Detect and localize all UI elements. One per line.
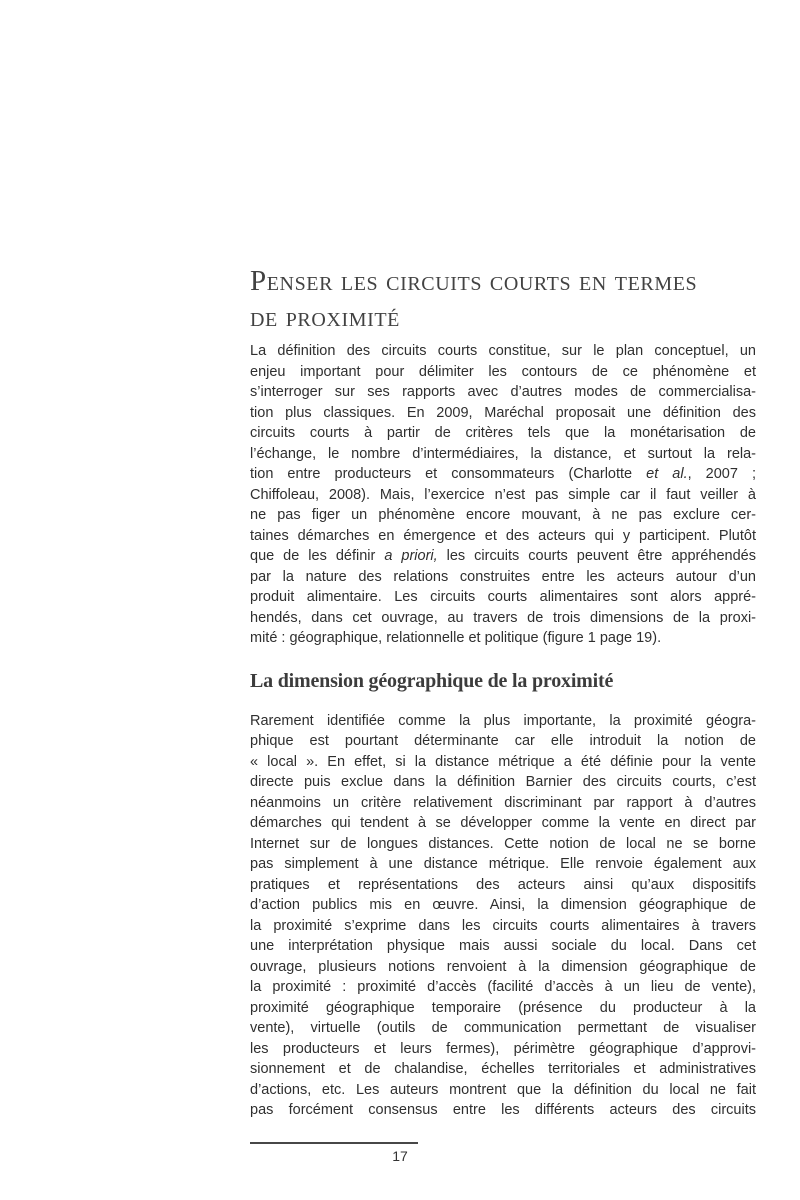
body-text-line: la proximité : proximité d’accès (facilité d’accès à un lieu de vente),: [250, 979, 756, 995]
body-text-line: sionnement et de chalandise, échelles territoriales et administratives: [250, 1061, 756, 1077]
body-text-line: directe puis exclue dans la définition Barnier des circuits courts, c’est: [250, 774, 756, 790]
body-text-line: d’action publics mis en œuvre. Ainsi, la dimension géographique de: [250, 897, 756, 913]
body-text-line: taines démarches en émergence et des acteurs qui y participent. Plutôt: [250, 527, 756, 544]
body-text-line: la proximité s’exprime dans les circuits courts alimentaires à travers: [250, 917, 756, 934]
body-text-line: phique est pourtant déterminante car elle introduit la notion de: [250, 733, 756, 749]
body-text-line: proximité géographique temporaire (présence du producteur à la: [250, 999, 756, 1016]
body-text-line: « local ». En effet, si la distance métrique a été définie pour la vente: [250, 753, 756, 770]
body-text-line: La définition des circuits courts constitue, sur le plan conceptuel, un: [250, 343, 756, 359]
body-text-line: enjeu important pour délimiter les contours de ce phénomène et: [250, 363, 756, 380]
body-text-line: produit alimentaire. Les circuits courts alimentaires sont alors appré-: [250, 589, 756, 605]
body-text-line: Internet sur de longues distances. Cette notion de local ne se borne: [250, 835, 756, 852]
paragraph-geographic-dimension: [250, 711, 756, 1121]
body-text-line: néanmoins un critère relativement discriminant par rapport à d’autres: [250, 794, 756, 811]
body-text-line: pas simplement à une distance métrique. Elle renvoie également aux: [250, 856, 756, 872]
body-text-line: ne pas figer un phénomène encore mouvant, à ne pas exclure cer-: [250, 507, 756, 523]
body-text-line: Chiffoleau, 2008). Mais, l’exercice n’est pas simple car il faut veiller à: [250, 486, 756, 503]
body-text-line: circuits courts à partir de critères tels que la monétarisation de: [250, 425, 756, 441]
section-heading: La dimension géographique de la proximité: [250, 669, 614, 692]
body-text-line: ouvrage, plusieurs notions renvoient à la dimension géographique de: [250, 958, 756, 975]
chapter-title-line: de proximité: [250, 301, 400, 333]
paragraph-intro: [250, 341, 756, 649]
body-text-line: tion entre producteurs et consommateurs (Charlotte et al., 2007 ;: [250, 466, 757, 482]
body-text-line: vente), virtuelle (outils de communication permettant de visualiser: [250, 1020, 756, 1036]
footer-rule: [250, 1142, 418, 1144]
page-number: 17: [392, 1148, 408, 1164]
chapter-title: [250, 263, 756, 335]
chapter-title-line: Penser les circuits courts en termes: [250, 265, 698, 297]
body-text-line: l’échange, le nombre d’intermédiaires, la distance, et surtout la rela-: [250, 445, 756, 462]
body-text-line: Rarement identifiée comme la plus importante, la proximité géogra-: [250, 712, 756, 729]
body-text-line: une interprétation physique mais aussi sociale du local. Dans cet: [250, 938, 756, 954]
body-text-line: hendés, dans cet ouvrage, au travers de trois dimensions de la proxi-: [250, 609, 756, 626]
body-text-line: pas forcément consensus entre les différents acteurs des circuits: [250, 1102, 756, 1118]
body-text-line: par la nature des relations construites entre les acteurs autour d’un: [250, 568, 756, 585]
body-text-line: tion plus classiques. En 2009, Maréchal proposait une définition des: [250, 404, 756, 421]
body-text-line: que de les définir a priori, les circuits courts peuvent être appréhendés: [250, 548, 756, 564]
body-text-line: s’interroger sur ses rapports avec d’autres modes de commercialisa-: [250, 384, 756, 400]
body-text-line: les producteurs et leurs fermes), périmètre géographique d’approvi-: [250, 1040, 756, 1057]
body-text-line: mité : géographique, relationnelle et politique (figure 1 page 19).: [250, 630, 662, 646]
text-column: [250, 263, 756, 1121]
body-text-line: d’actions, etc. Les auteurs montrent que la définition du local ne fait: [250, 1081, 756, 1098]
body-text-line: démarches qui tendent à se développer comme la vente en direct par: [250, 815, 756, 831]
body-text-line: pratiques et représentations des acteurs ainsi qu’aux dispositifs: [250, 876, 756, 893]
